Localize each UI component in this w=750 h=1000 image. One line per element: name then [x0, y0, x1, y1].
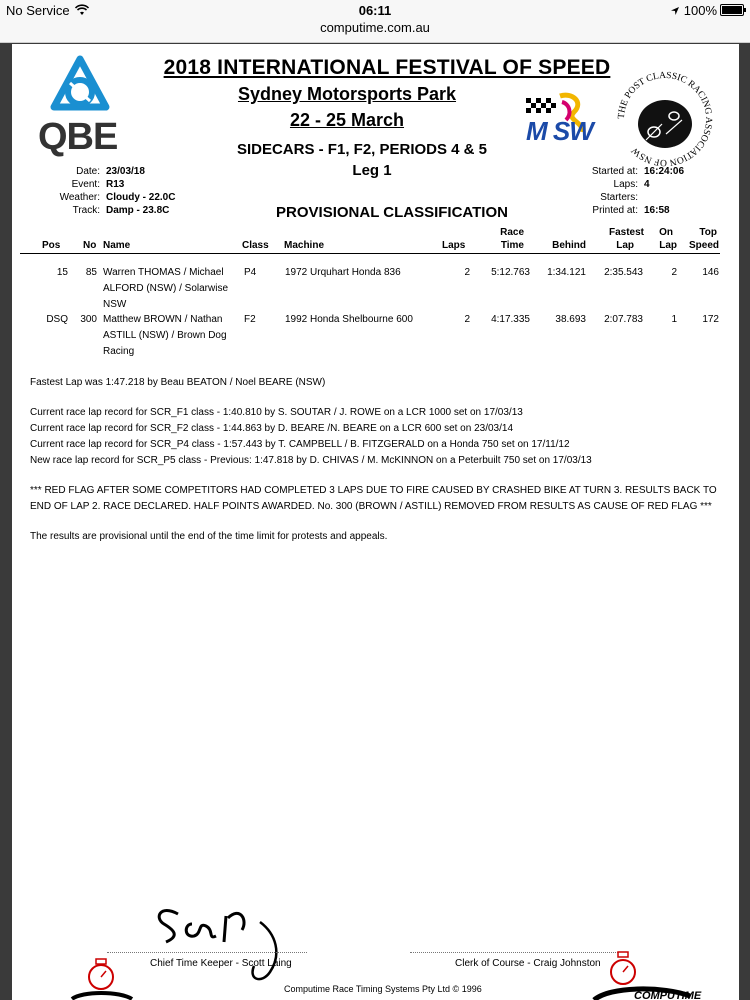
msnsw-text: M SW: [526, 116, 593, 146]
lap-record-note: New race lap record for SCR_P5 class - Previous: 1:47.818 by D. CHIVAS / M. McKINNON on a Peterbuilt 750 set on 17/03/13: [30, 455, 592, 466]
clock: 06:11: [358, 3, 392, 18]
info-printed: Printed at: 16:58: [592, 205, 670, 216]
cell-name-line: Matthew BROWN / Nathan: [103, 314, 223, 325]
table-row: [12, 312, 739, 360]
cell-class: F2: [244, 314, 256, 325]
race-notes: [30, 375, 730, 545]
race-info-left: [12, 165, 175, 217]
status-bar: [0, 0, 750, 20]
post-classic-logo: [610, 64, 720, 174]
cell-no: 300: [80, 314, 97, 325]
cell-race-time: 4:17.335: [491, 314, 530, 325]
col-on-lap: Lap: [659, 240, 677, 251]
cell-laps: 2: [464, 267, 470, 278]
clerk-of-course: Clerk of Course - Craig Johnston: [455, 958, 601, 969]
cell-no: 85: [85, 267, 97, 278]
cell-behind: 1:34.121: [547, 267, 586, 278]
company-credit: Computime Race Timing Systems Pty Ltd © 1996: [284, 984, 482, 994]
info-date: Date: 23/03/18: [76, 166, 145, 177]
post-classic-logo-text: THE POST CLASSIC RACING ASSOCIATION OF NSW: [616, 70, 714, 168]
sidecar-emblem-icon: [610, 64, 720, 174]
provisional-note: The results are provisional until the end of the time limit for protests and appeals.: [30, 531, 388, 542]
cell-top-speed: 172: [702, 314, 719, 325]
col-race: Race: [500, 227, 524, 238]
info-track: Track: Damp - 23.8C: [72, 205, 170, 216]
computime-logo-text: COMPUTIME: [634, 990, 702, 1000]
col-top: Top: [699, 227, 717, 238]
cell-pos: DSQ: [46, 314, 68, 325]
lap-record-note: Current race lap record for SCR_P4 class - 1:57.443 by T. CAMPBELL / B. FITZGERALD on a Honda 750 set on 17/11/12: [30, 439, 570, 450]
col-class: Class: [242, 240, 269, 251]
results-table-header: [12, 224, 739, 254]
address-bar[interactable]: [0, 20, 750, 43]
col-time: Time: [500, 240, 524, 251]
results-document: [12, 44, 739, 1000]
info-event: Event: R13: [71, 179, 125, 190]
signature-icon: [150, 896, 290, 994]
cell-on-lap: 1: [671, 314, 677, 325]
battery-status: 100%: [670, 3, 744, 18]
msnsw-logo: [522, 92, 602, 146]
col-speed: Speed: [688, 240, 719, 251]
url-text: computime.com.au: [320, 20, 430, 35]
col-behind: Behind: [552, 240, 586, 251]
stopwatch-icon: [72, 957, 132, 1000]
col-pos: Pos: [42, 240, 61, 251]
signature-line-right: [410, 952, 618, 953]
cell-class: P4: [244, 267, 257, 278]
col-machine: Machine: [284, 240, 325, 251]
cell-top-speed: 146: [702, 267, 719, 278]
col-fastest: Fastest: [608, 227, 644, 238]
cell-behind: 38.693: [555, 314, 586, 325]
cell-name-line: Warren THOMAS / Michael: [103, 267, 224, 278]
cell-on-lap: 2: [671, 267, 677, 278]
venue: Sydney Motorsports Park: [237, 84, 457, 104]
cell-pos: 15: [56, 267, 68, 278]
cell-machine: 1972 Urquhart Honda 836: [285, 267, 401, 278]
info-starters: Starters:: [600, 192, 638, 203]
cell-name-line: Racing: [103, 346, 135, 357]
cell-name-line: NSW: [103, 299, 127, 310]
carrier-status: No Service: [6, 3, 89, 18]
col-laps: Laps: [442, 240, 466, 251]
table-row: [12, 265, 739, 313]
col-fastest-lap: Lap: [616, 240, 634, 251]
cell-race-time: 5:12.763: [491, 267, 530, 278]
event-title: 2018 INTERNATIONAL FESTIVAL OF SPEED: [163, 56, 611, 79]
battery-icon: [720, 4, 744, 16]
cell-fastest-lap: 2:35.543: [604, 267, 643, 278]
col-name: Name: [103, 240, 131, 251]
red-flag-note: *** RED FLAG AFTER SOME COMPETITORS HAD COMPLETED 3 LAPS DUE TO FIRE CAUSED BY CRASHED BIKE AT TURN 3. RESULTS BACK TO END OF LAP 2. RACE DECLARED. HALF POINTS AWARDED. No. 300 (BROWN / ASTILL) REMOVED FROM RESULTS AS CAUSE OF RED FLAG ***: [30, 485, 717, 512]
cell-laps: 2: [464, 314, 470, 325]
lap-record-note: Current race lap record for SCR_F2 class - 1:44.863 by D. BEARE /N. BEARE on a LCR 600 set on 23/03/14: [30, 423, 514, 434]
info-started: Started at: 16:24:06: [591, 166, 685, 177]
race-info-right: [558, 165, 684, 217]
race-series: SIDECARS - F1, F2, PERIODS 4 & 5: [236, 141, 488, 158]
cell-fastest-lap: 2:07.783: [604, 314, 643, 325]
cell-machine: 1992 Honda Shelbourne 600: [285, 314, 413, 325]
header-divider: [20, 253, 720, 254]
race-leg: Leg 1: [352, 162, 392, 179]
col-on: On: [659, 227, 673, 238]
fastest-lap-note: Fastest Lap was 1:47.218 by Beau BEATON / Noel BEARE (NSW): [30, 377, 326, 388]
chief-time-keeper: Chief Time Keeper - Scott Laing: [150, 958, 292, 969]
info-weather: Weather: Cloudy - 22.0C: [59, 192, 176, 203]
event-dates: 22 - 25 March: [289, 110, 405, 130]
cell-name-line: ASTILL (NSW) / Brown Dog: [103, 330, 227, 341]
computime-logo: [594, 950, 702, 1000]
qbe-emblem-icon: [52, 57, 108, 115]
classification-heading: PROVISIONAL CLASSIFICATION: [276, 204, 508, 221]
col-no: No: [83, 240, 97, 251]
cell-name-line: ALFORD (NSW) / Solarwise: [103, 283, 229, 294]
signature-line-left: [107, 952, 307, 953]
qbe-logo-text: QBE: [38, 116, 118, 158]
location-arrow-icon: [670, 6, 680, 16]
lap-record-note: Current race lap record for SCR_F1 class - 1:40.810 by S. SOUTAR / J. ROWE on a LCR 1000 set on 17/03/13: [30, 407, 523, 418]
info-laps: Laps: 4: [613, 179, 650, 190]
